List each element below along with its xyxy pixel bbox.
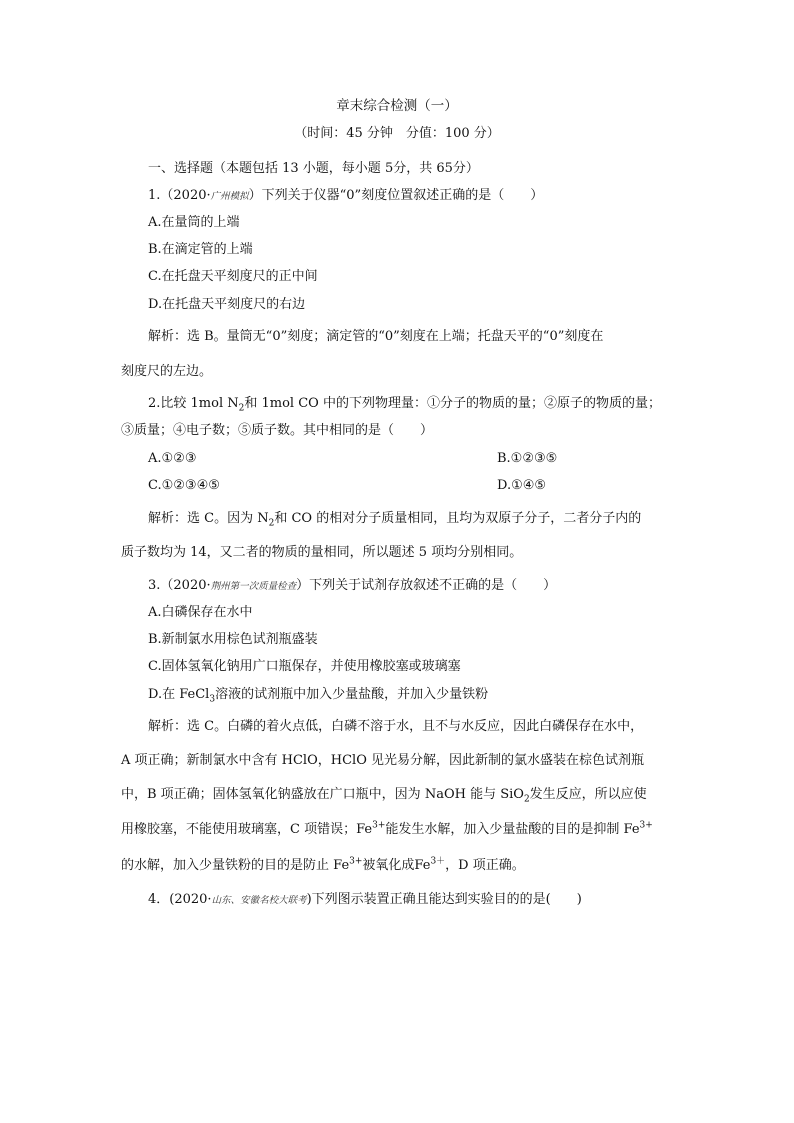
page-title: 章末综合检测（一） bbox=[336, 98, 458, 114]
question-2-stem-line-2: ③质量；④电子数；⑤质子数。其中相同的是（ ） bbox=[121, 423, 434, 438]
option-text-part: 溶液的试剂瓶中加入少量盐酸，并加入少量铁粉 bbox=[215, 687, 489, 702]
superscript: 3+ bbox=[639, 820, 653, 831]
question-text: ）下列关于试剂存放叙述不正确的是（ ） bbox=[296, 578, 557, 593]
question-source: 广州模拟 bbox=[210, 191, 249, 202]
answer-text-part: 被氧化成Fe bbox=[362, 858, 431, 873]
q3-option-d bbox=[148, 686, 488, 704]
subscript: 2 bbox=[238, 403, 245, 414]
q2-option-d: D.①④⑤ bbox=[497, 478, 547, 493]
answer-text-part: 和 CO 的相对分子质量相同，且均为双原子分子，二者分子内的 bbox=[274, 511, 642, 526]
q3-answer-line-2: A 项正确；新制氯水中含有 HClO，HClO 见光易分解，因此新制的氯水盛装在棕色试剂瓶 bbox=[121, 753, 644, 768]
q1-answer-line-2: 刻度尺的左边。 bbox=[121, 364, 213, 379]
q1-option-a: A.在量筒的上端 bbox=[148, 215, 240, 230]
question-text: )下列图示装置正确且能达到实验目的的是( ) bbox=[306, 892, 582, 907]
q3-option-a: A.白磷保存在水中 bbox=[148, 605, 253, 620]
q2-option-c: C.①②③④⑤ bbox=[148, 478, 220, 493]
answer-text-part: 发生反应，所以应使 bbox=[529, 787, 647, 802]
page-subtitle: （时间：45 分钟 分值：100 分） bbox=[294, 126, 500, 141]
question-text: ）下列关于仪器“0”刻度位置叙述正确的是（ ） bbox=[248, 188, 544, 203]
superscript: 3+ bbox=[372, 820, 386, 831]
q3-answer-line-3 bbox=[121, 786, 647, 804]
question-2-stem bbox=[148, 395, 661, 413]
section-heading: 一、选择题（本题包括 13 小题，每小题 5分，共 65分） bbox=[148, 161, 479, 176]
answer-text-part: 解析：选 C。因为 N bbox=[148, 511, 269, 526]
answer-text-part: 能发生水解，加入少量盐酸的目的是抑制 Fe bbox=[385, 822, 640, 837]
superscript: 3＋ bbox=[430, 856, 446, 867]
subscript: 2 bbox=[523, 794, 530, 805]
q3-answer-line-4 bbox=[121, 821, 653, 839]
question-source: 荆州第一次质量检查 bbox=[210, 581, 297, 592]
q1-option-b: B.在滴定管的上端 bbox=[148, 242, 253, 257]
q3-answer-line-1: 解析：选 C。白磷的着火点低，白磷不溶于水，且不与水反应，因此白磷保存在水中， bbox=[148, 719, 644, 734]
question-3-stem bbox=[148, 577, 556, 596]
option-text-part: D.在 FeCl bbox=[148, 687, 210, 702]
question-source: 山东、安徽名校大联考 bbox=[211, 895, 307, 906]
subscript: 3 bbox=[209, 694, 216, 705]
subscript: 2 bbox=[268, 518, 275, 529]
q1-option-c: C.在托盘天平刻度尺的正中间 bbox=[148, 269, 318, 284]
q2-option-b: B.①②③⑤ bbox=[497, 451, 558, 466]
question-number: 3.（2020· bbox=[148, 578, 211, 593]
superscript: 3+ bbox=[349, 856, 363, 867]
q1-option-d: D.在托盘天平刻度尺的右边 bbox=[148, 297, 306, 312]
q2-answer-line-1 bbox=[148, 510, 641, 528]
q3-option-b: B.新制氯水用棕色试剂瓶盛装 bbox=[148, 632, 318, 647]
answer-text-part: 用橡胶塞，不能使用玻璃塞，C 项错误；Fe bbox=[121, 822, 373, 837]
answer-text-part: 中，B 项正确；固体氢氧化钠盛放在广口瓶中，因为 NaOH 能与 SiO bbox=[121, 787, 524, 802]
answer-text-part: ，D 项正确。 bbox=[445, 858, 525, 873]
q3-option-c: C.固体氢氧化钠用广口瓶保存，并使用橡胶塞或玻璃塞 bbox=[148, 659, 461, 674]
question-1-stem bbox=[148, 187, 543, 206]
answer-text-part: 的水解，加入少量铁粉的目的是防止 Fe bbox=[121, 858, 350, 873]
q3-answer-line-5 bbox=[121, 857, 525, 875]
question-4-stem bbox=[148, 891, 582, 910]
question-number: 1.（2020· bbox=[148, 188, 211, 203]
q2-text-part: 和 1mol CO 中的下列物理量：①分子的物质的量；②原子的物质的量； bbox=[244, 396, 661, 411]
q2-answer-line-2: 质子数均为 14，又二者的物质的量相同，所以题述 5 项均分别相同。 bbox=[121, 545, 523, 560]
question-number: 4．(2020· bbox=[148, 892, 212, 907]
q2-option-a: A.①②③ bbox=[148, 451, 197, 466]
q1-answer-line-1: 解析：选 B。量筒无“0”刻度；滴定管的“0”刻度在上端；托盘天平的“0”刻度在 bbox=[148, 329, 604, 344]
q2-text-part: 2.比较 1mol N bbox=[148, 396, 239, 411]
